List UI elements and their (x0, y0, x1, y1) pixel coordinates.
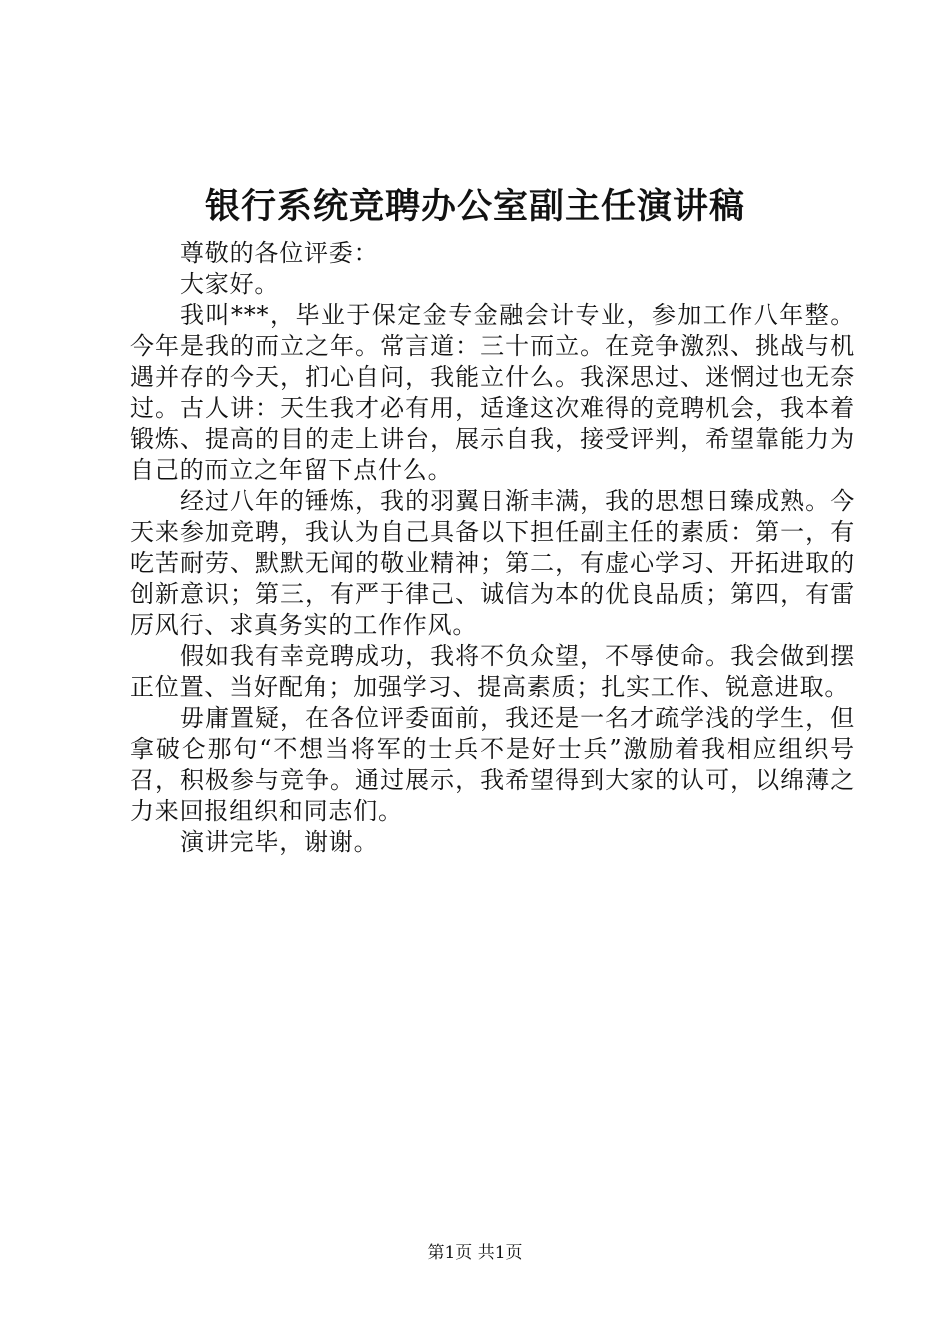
paragraph-greeting: 大家好。 (180, 270, 280, 298)
paragraph-salutation: 尊敬的各位评委： (180, 239, 379, 267)
paragraph-closing: 演讲完毕，谢谢。 (180, 828, 379, 856)
paragraph-commitment: 假如我有幸竞聘成功，我将不负众望，不辱使命。我会做到摆正位置、当好配角；加强学习、提高素质；扎实工作、锐意进取。 (130, 642, 855, 701)
page-number-footer: 第1页 共1页 (427, 1243, 523, 1263)
paragraph-qualities: 经过八年的锤炼，我的羽翼日渐丰满，我的思想日臻成熟。今天来参加竞聘，我认为自己具备以下担任副主任的素质：第一，有吃苦耐劳、默默无闻的敬业精神；第二，有虚心学习、开拓进取的创新意识；第三，有严于律己、诚信为本的优良品质；第四，有雷厉风行、求真务实的工作作风。 (130, 487, 855, 639)
document-title: 银行系统竞聘办公室副主任演讲稿 (204, 186, 745, 227)
paragraph-aspiration: 毋庸置疑，在各位评委面前，我还是一名才疏学浅的学生，但拿破仑那句“不想当将军的士兵不是好士兵”激励着我相应组织号召，积极参与竞争。通过展示，我希望得到大家的认可，以绵薄之力来回报组织和同志们。 (130, 704, 855, 825)
paragraph-introduction: 我叫***，毕业于保定金专金融会计专业，参加工作八年整。今年是我的而立之年。常言道：三十而立。在竞争激烈、挑战与机遇并存的今天，扪心自问，我能立什么。我深思过、迷惘过也无奈过。古人讲：天生我才必有用，适逢这次难得的竞聘机会，我本着锻炼、提高的目的走上讲台，展示自我，接受评判，希望靠能力为自己的而立之年留下点什么。 (130, 301, 855, 484)
document-body (130, 238, 855, 858)
